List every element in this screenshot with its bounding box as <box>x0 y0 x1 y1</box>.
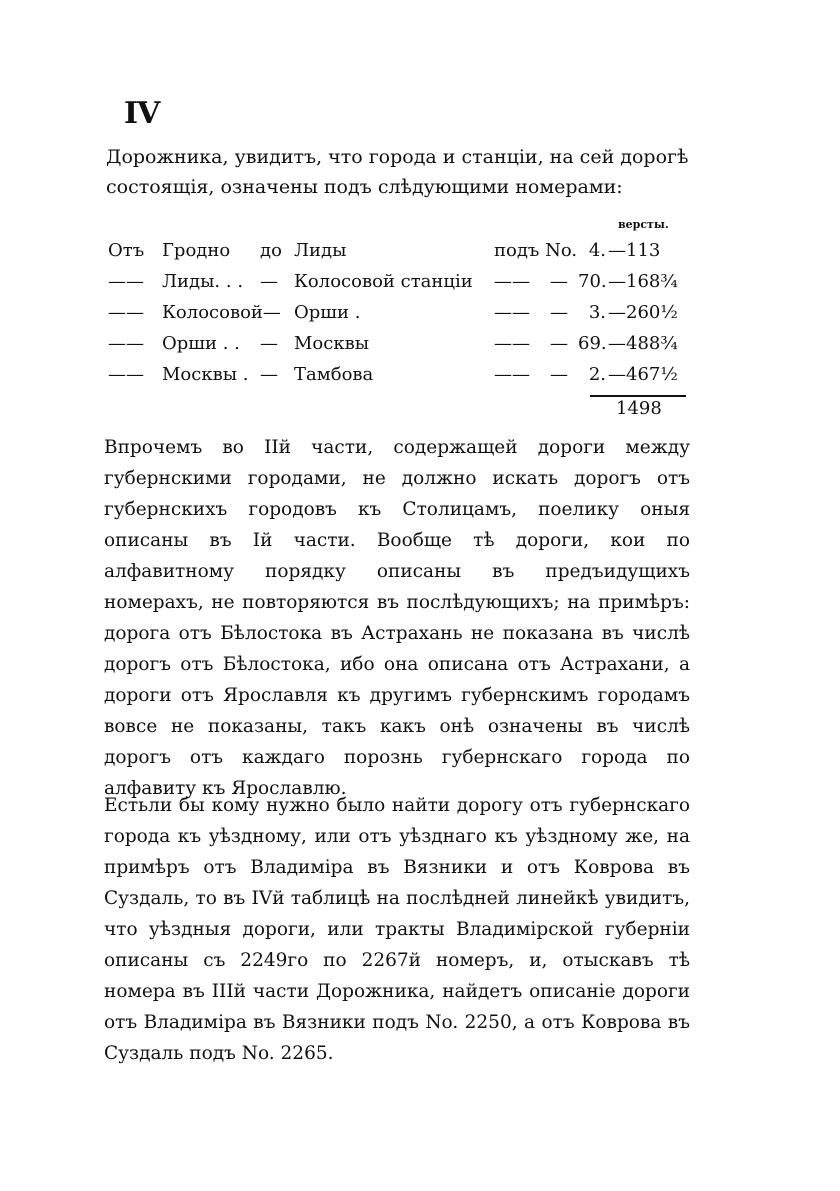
route-row <box>108 364 708 395</box>
route-from: Москвы . <box>162 364 249 385</box>
route-ditto-dash: —— <box>494 364 530 385</box>
route-ditto-dash: — <box>550 364 568 385</box>
route-to: Москвы <box>294 333 370 354</box>
route-ditto-dash: —— <box>494 302 530 323</box>
route-number: 3. <box>588 302 606 323</box>
versts-column-header: версты. <box>618 218 669 231</box>
route-separator: — <box>608 302 626 323</box>
route-versts: 488¾ <box>626 333 678 354</box>
route-from-prefix: —— <box>108 302 144 323</box>
route-row <box>108 271 708 302</box>
route-separator: — <box>608 240 626 261</box>
route-versts: 113 <box>626 240 661 261</box>
route-row <box>108 333 708 364</box>
route-from: Гродно <box>162 240 231 261</box>
route-to: Лиды <box>294 240 347 261</box>
route-to-prefix: до <box>260 240 282 261</box>
route-row <box>108 302 708 333</box>
route-ditto-dash: — <box>550 333 568 354</box>
route-separator: — <box>608 364 626 385</box>
route-to: Орши . <box>294 302 361 323</box>
route-versts: 467½ <box>626 364 678 385</box>
intro-line-2: состоящія, означены подъ слѣдующими номерами: <box>106 176 623 198</box>
route-from: Лиды. . . <box>162 271 244 292</box>
route-to-prefix: — <box>260 364 278 385</box>
paragraph-2: Естьли бы кому нужно было найти дорогу отъ губернскаго города къ уѣздному, или отъ уѣзднаго къ уѣздному же, на примѣръ отъ Владиміра въ Вязники и отъ Коврова въ Суздаль, то въ IVй таблицѣ на послѣдней линейкѣ увидитъ, что уѣздныя дороги, или тракты Владимірской губерніи описаны съ 2249го по 2267й номеръ, и, отыскавъ тѣ номера въ IIIй части Дорожника, найдетъ описаніе дороги отъ Владиміра въ Вязники подъ No. 2250, а отъ Коврова въ Суздаль подъ No. 2265. <box>104 795 690 1064</box>
total-rule <box>590 395 686 397</box>
route-separator: — <box>608 271 626 292</box>
route-ditto-dash: —— <box>494 333 530 354</box>
route-from-prefix: —— <box>108 271 144 292</box>
route-versts: 260½ <box>626 302 678 323</box>
route-number: 2. <box>588 364 606 385</box>
paragraph-1: Впрочемъ во IIй части, содержащей дороги между губернскими городами, не должно искать дорогъ отъ губернскихъ городовъ къ Столицамъ, поелику оныя описаны въ Iй части. Вообще тѣ дороги, кои по алфавитному порядку описаны въ предъидущихъ номерахъ, не повторяются въ послѣдующихъ; на примѣръ: дорога отъ Бѣлостока въ Астрахань не показана въ числѣ дорогъ отъ Бѣлостока, ибо она описана отъ Астрахани, а дороги отъ Ярославля къ другимъ губернскимъ городамъ вовсе не показаны, такъ какъ онѣ означены въ числѣ дорогъ отъ каждаго порознь губернскаго города по алфавиту къ Ярославлю. <box>104 437 690 799</box>
route-number: 4. <box>588 240 606 261</box>
route-number: 70. <box>578 271 607 292</box>
page-number: IV <box>124 96 160 131</box>
route-from-prefix: —— <box>108 364 144 385</box>
route-to-prefix: — <box>260 333 278 354</box>
route-from: Орши . . <box>162 333 240 354</box>
route-from-prefix: Отъ <box>108 240 145 261</box>
route-versts: 168¾ <box>626 271 678 292</box>
route-separator: — <box>608 333 626 354</box>
route-number-label: подъ No. <box>494 240 578 261</box>
route-from: Колосовой— <box>162 302 281 323</box>
versts-total: 1498 <box>616 398 662 419</box>
route-ditto-dash: — <box>550 271 568 292</box>
route-ditto-dash: —— <box>494 271 530 292</box>
route-to: Тамбова <box>294 364 374 385</box>
intro-line-1: Дорожника, увидитъ, что города и станціи, на сей дорогѣ <box>106 146 689 168</box>
route-from-prefix: —— <box>108 333 144 354</box>
route-table <box>108 240 708 395</box>
route-ditto-dash: — <box>550 302 568 323</box>
route-to-prefix: — <box>260 271 278 292</box>
intro-text <box>106 142 706 202</box>
route-row <box>108 240 708 271</box>
route-number: 69. <box>578 333 607 354</box>
route-to: Колосовой станціи <box>294 271 473 292</box>
